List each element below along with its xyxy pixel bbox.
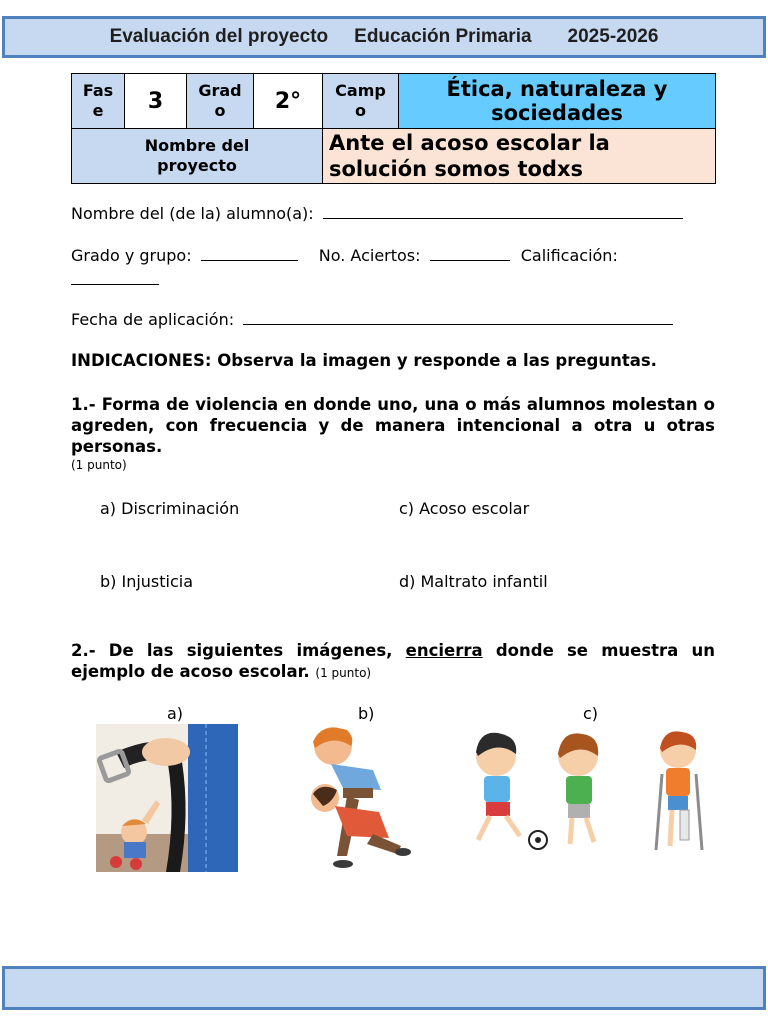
image-label-c: c) bbox=[583, 704, 599, 723]
proyecto-value: Ante el acoso escolar la solución somos todxs bbox=[323, 129, 716, 184]
question-2-points: (1 punto) bbox=[315, 666, 372, 680]
aciertos-label: No. Aciertos: bbox=[318, 246, 421, 265]
question-2: 2.- De las siguientes imágenes, encierra donde se muestra un ejemplo de acoso escolar. (1 punto) bbox=[71, 641, 715, 681]
fase-label: Fase bbox=[72, 74, 125, 129]
indicaciones: INDICACIONES: Observa la imagen y responde a las preguntas. bbox=[71, 351, 657, 370]
fecha-line bbox=[71, 310, 673, 329]
proyecto-label: Nombre del proyecto bbox=[72, 129, 323, 184]
question-1 bbox=[71, 394, 715, 457]
q1-option-b[interactable]: b) Injusticia bbox=[100, 572, 194, 591]
nombre-blank[interactable] bbox=[323, 205, 683, 219]
nombre-line bbox=[71, 204, 683, 223]
campo-value: Ética, naturaleza y sociedades bbox=[399, 74, 716, 129]
header-banner bbox=[2, 16, 766, 58]
image-label-a: a) bbox=[167, 704, 184, 723]
question-1-points: (1 punto) bbox=[71, 458, 127, 472]
grado-value: 2° bbox=[254, 74, 323, 129]
calificacion-label: Calificación: bbox=[520, 246, 618, 265]
image-c-kids-playing[interactable] bbox=[466, 728, 706, 858]
image-label-b: b) bbox=[358, 704, 375, 723]
image-a-belt-abuse[interactable] bbox=[96, 724, 238, 872]
q1-option-d[interactable]: d) Maltrato infantil bbox=[399, 572, 548, 591]
grado-label: Grado bbox=[187, 74, 254, 129]
image-b-pushing-boys[interactable] bbox=[303, 724, 413, 872]
question-1-text: 1.- Forma de violencia en donde uno, una o más alumnos molestan o agreden, con frecuencia y de manera intencional a otra u otras personas. bbox=[71, 395, 715, 456]
q1-option-c[interactable]: c) Acoso escolar bbox=[399, 499, 530, 518]
fase-value: 3 bbox=[125, 74, 187, 129]
calificacion-blank[interactable] bbox=[71, 271, 159, 285]
campo-label: Campo bbox=[323, 74, 399, 129]
q1-option-a[interactable]: a) Discriminación bbox=[100, 499, 240, 518]
grado-grupo-blank[interactable] bbox=[201, 247, 298, 261]
project-info-table bbox=[71, 73, 716, 184]
header-level: Educación Primaria bbox=[354, 26, 532, 47]
encierra-word: encierra bbox=[405, 641, 483, 660]
nombre-label: Nombre del (de la) alumno(a): bbox=[71, 204, 314, 223]
footer-banner bbox=[2, 966, 766, 1010]
header-title: Evaluación del proyecto bbox=[109, 26, 329, 47]
fecha-label: Fecha de aplicación: bbox=[71, 310, 235, 329]
fecha-blank[interactable] bbox=[243, 311, 673, 325]
header-year: 2025-2026 bbox=[567, 26, 659, 47]
grado-grupo-line bbox=[71, 246, 618, 265]
aciertos-blank[interactable] bbox=[430, 247, 510, 261]
grado-grupo-label: Grado y grupo: bbox=[71, 246, 192, 265]
calificacion-line bbox=[71, 270, 159, 289]
